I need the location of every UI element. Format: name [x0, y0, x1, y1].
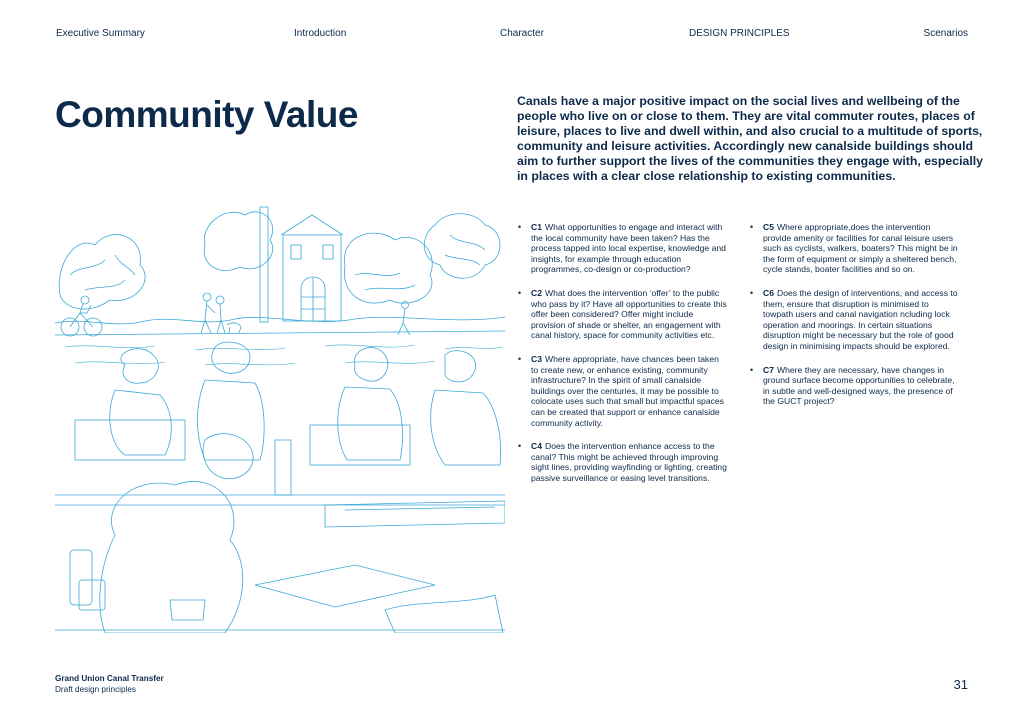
nav-design-principles[interactable]: DESIGN PRINCIPLES	[689, 28, 790, 39]
principle-code: C1	[531, 222, 542, 232]
principles-column-left	[518, 222, 728, 496]
pump-house	[260, 207, 343, 322]
foreground-figures	[55, 434, 505, 633]
principle-text: Does the design of interventions, and access to them, ensure that disruption is minimised to towpath users and canal navigation ncluding lock operation and moorings. In certain situations disruption might be necessary but the role of good design in minimising impacts should be explored.	[763, 287, 958, 351]
principle-item	[518, 222, 728, 275]
principle-code: C2	[531, 287, 542, 298]
page-title: Community Value	[55, 94, 358, 135]
footer-document-status: Draft design principles	[55, 684, 137, 694]
principles-column-right	[750, 222, 960, 420]
footer-project-name: Grand Union Canal Transfer	[55, 674, 164, 683]
bullet: •	[750, 364, 754, 375]
principle-code: C5	[763, 222, 774, 232]
trees	[59, 212, 500, 309]
community-gathering	[110, 342, 501, 465]
bullet: •	[750, 287, 754, 298]
nav-scenarios[interactable]: Scenarios	[923, 28, 968, 39]
canal-water	[65, 345, 503, 365]
bullet: •	[518, 222, 522, 232]
document-footer	[55, 674, 164, 695]
principle-item	[518, 288, 728, 341]
principle-item	[750, 365, 960, 407]
principle-text: What does the intervention ‘offer’ to the public who pass by it? Have all opportunities to create this offer been considered? Offer might include provision of shade or shelter, an engagement with canal history, space for community activities etc.	[531, 287, 727, 341]
cyclist	[61, 296, 102, 336]
principle-code: C7	[763, 364, 774, 375]
bullet: •	[518, 353, 522, 364]
walkers	[201, 293, 410, 335]
principle-code: C4	[531, 441, 542, 452]
page-number: 31	[953, 677, 968, 692]
principle-item	[750, 222, 960, 275]
principle-text: What opportunities to engage and interact with the local community have been taken? Has the process tapped into local expertise, knowledge and insights, for example through education programmes, co-design or co-production?	[531, 222, 726, 275]
nav-executive-summary[interactable]: Executive Summary	[56, 28, 145, 39]
principle-code: C6	[763, 287, 774, 298]
principle-text: Where appropriate,does the intervention provide amenity or facilities for canal leisure users such as cyclists, walkers, boaters? This might be in the form of equipment or simply a sheltered bench, cycle stands, boater facilities and so on.	[763, 222, 958, 275]
stalls	[55, 420, 505, 527]
principle-text: Does the intervention enhance access to the canal? This might be achieved through improving sight lines, providing wayfinding or lighting, creating passive surveillance or easing level transitions.	[531, 441, 727, 483]
principle-item	[750, 288, 960, 352]
nav-introduction[interactable]: Introduction	[294, 28, 347, 39]
principle-text: Where appropriate, have chances been taken to create new, or enhance existing, community infrastructure? In the spirit of small canalside buildings over the centuries, it may be possible to colocate uses such that small but impactful spaces can be created that support or enhance canalside community activity.	[531, 353, 724, 428]
principle-text: Where they are necessary, have changes in ground surface become opportunities to celebrate, in subtle and well-designed ways, the presence of the GUCT project?	[763, 364, 955, 407]
bullet: •	[518, 441, 522, 452]
bullet: •	[518, 287, 522, 298]
principle-item	[518, 354, 728, 428]
canalside-community-illustration	[55, 205, 505, 633]
bullet: •	[750, 222, 754, 232]
principle-item	[518, 441, 728, 483]
principle-code: C3	[531, 353, 542, 364]
intro-paragraph: Canals have a major positive impact on the social lives and wellbeing of the people who live on or close to them. They are vital commuter routes, places of leisure, places to live and dwell within, and also crucial to a multitude of sports, community and leisure activities. Accordingly new canalside buildings should aim to further support the lives of the communities they engage with, especially in places with a clear close relationship to existing communities.	[517, 94, 984, 184]
nav-character[interactable]: Character	[500, 28, 544, 39]
top-navigation	[56, 28, 968, 42]
